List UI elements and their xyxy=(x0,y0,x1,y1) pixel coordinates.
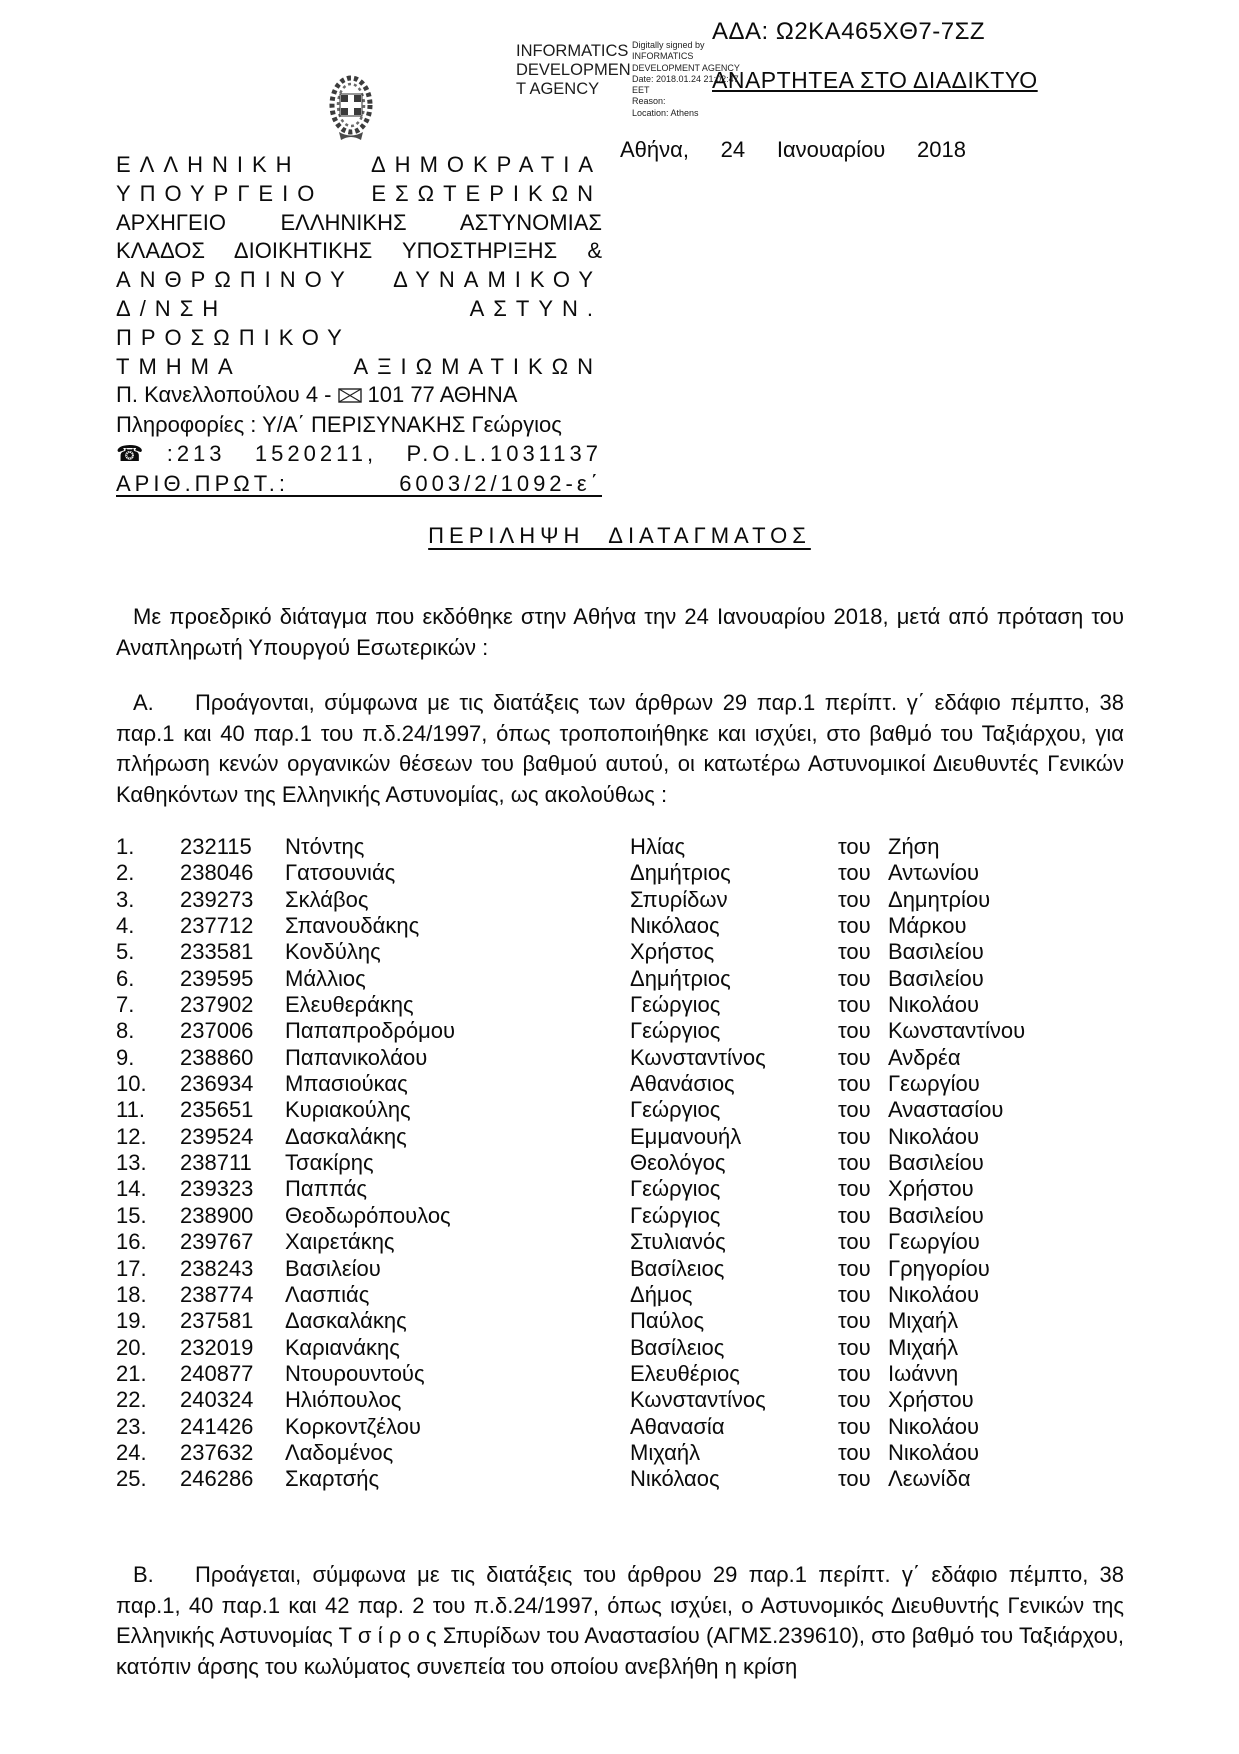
row-tou: του xyxy=(838,1097,871,1123)
row-number: 23. xyxy=(116,1413,147,1439)
row-surname: Χαιρετάκης xyxy=(285,1229,395,1255)
row-number: 21. xyxy=(116,1360,147,1386)
promotion-row xyxy=(116,1440,1126,1466)
row-firstname: Στυλιανός xyxy=(630,1229,726,1255)
row-surname: Κονδύλης xyxy=(285,939,381,965)
signature-agency-name xyxy=(516,42,634,99)
row-surname: Σκλάβος xyxy=(285,886,369,912)
promotion-row xyxy=(116,1124,1126,1150)
row-surname: Θεοδωρόπουλος xyxy=(285,1202,451,1228)
row-firstname: Κωνσταντίνος xyxy=(630,1044,766,1070)
row-number: 14. xyxy=(116,1176,147,1202)
row-firstname: Παύλος xyxy=(630,1308,705,1334)
promotion-row xyxy=(116,1308,1126,1334)
row-tou: του xyxy=(838,913,871,939)
row-agms: 239595 xyxy=(180,965,254,991)
row-surname: Τσακίρης xyxy=(285,1150,374,1176)
row-fathername: Βασιλείου xyxy=(888,965,984,991)
row-surname: Παππάς xyxy=(285,1176,367,1202)
row-number: 10. xyxy=(116,1071,147,1097)
promotion-row xyxy=(116,1045,1126,1071)
row-surname: Λαδομένος xyxy=(285,1439,394,1465)
row-number: 16. xyxy=(116,1229,147,1255)
letterhead-ministry: ΥΠΟΥΡΓΕΙΟ ΕΣΩΤΕΡΙΚΩΝ xyxy=(116,180,602,206)
row-agms: 246286 xyxy=(180,1466,254,1492)
row-agms: 236934 xyxy=(180,1071,254,1097)
row-firstname: Γεώργιος xyxy=(630,1097,721,1123)
row-number: 11. xyxy=(116,1097,145,1123)
row-tou: του xyxy=(838,1281,871,1307)
row-fathername: Χρήστου xyxy=(888,1176,974,1202)
row-tou: του xyxy=(838,1439,871,1465)
row-firstname: Δημήτριος xyxy=(630,860,731,886)
row-fathername: Λεωνίδα xyxy=(888,1466,971,1492)
row-tou: του xyxy=(838,1044,871,1070)
row-number: 1. xyxy=(116,834,135,859)
letterhead xyxy=(116,151,602,499)
row-fathername: Ανδρέα xyxy=(888,1044,961,1070)
row-tou: του xyxy=(838,1202,871,1228)
row-fathername: Γεωργίου xyxy=(888,1229,980,1255)
promotion-row xyxy=(116,860,1126,886)
row-number: 7. xyxy=(116,992,135,1018)
row-tou: του xyxy=(838,965,871,991)
row-agms: 237902 xyxy=(180,992,254,1018)
promotion-row xyxy=(116,1414,1126,1440)
promotion-row xyxy=(116,1176,1126,1202)
row-surname: Ντόντης xyxy=(285,834,365,859)
row-fathername: Μιχαήλ xyxy=(888,1334,959,1360)
letterhead-hr: ΑΝΘΡΩΠΙΝΟΥ ΔΥΝΑΜΙΚΟΥ xyxy=(116,267,602,293)
signature-agency-line: INFORMATICS xyxy=(516,42,629,60)
row-agms: 237581 xyxy=(180,1308,254,1334)
section-b-paragraph xyxy=(116,1560,1124,1682)
row-tou: του xyxy=(838,1360,871,1386)
row-firstname: Δημήτριος xyxy=(630,965,731,991)
row-number: 6. xyxy=(116,965,135,991)
row-tou: του xyxy=(838,1255,871,1281)
row-fathername: Χρήστου xyxy=(888,1387,974,1413)
row-agms: 237632 xyxy=(180,1439,254,1465)
promotion-row xyxy=(116,1071,1126,1097)
row-firstname: Γεώργιος xyxy=(630,1202,721,1228)
row-surname: Σπανουδάκης xyxy=(285,913,420,939)
signature-agency-line: DEVELOPMEN xyxy=(516,61,631,79)
row-surname: Βασιλείου xyxy=(285,1255,381,1281)
row-firstname: Εμμανουήλ xyxy=(630,1123,742,1149)
row-firstname: Χρήστος xyxy=(630,939,715,965)
letterhead-address xyxy=(116,381,602,411)
row-agms: 237006 xyxy=(180,1018,254,1044)
row-agms: 239273 xyxy=(180,886,254,912)
address-street: Π. Κανελλοπούλου 4 - xyxy=(116,382,332,408)
row-firstname: Γεώργιος xyxy=(630,1176,721,1202)
row-surname: Ελευθεράκης xyxy=(285,992,414,1018)
row-agms: 238711 xyxy=(180,1150,252,1176)
row-number: 19. xyxy=(116,1308,147,1334)
row-number: 17. xyxy=(116,1255,147,1281)
promotion-list xyxy=(116,834,1126,1493)
row-fathername: Νικολάου xyxy=(888,1413,979,1439)
letterhead-directorate: Δ/ΝΣΗ ΑΣΤΥΝ. ΠΡΟΣΩΠΙΚΟΥ xyxy=(116,295,602,350)
phone-icon: ☎ xyxy=(116,441,167,467)
signature-detail-line: Digitally signed by xyxy=(632,40,705,50)
row-tou: του xyxy=(838,1018,871,1044)
row-surname: Δασκαλάκης xyxy=(285,1308,407,1334)
row-surname: Ηλιόπουλος xyxy=(285,1387,402,1413)
promotion-row xyxy=(116,939,1126,965)
row-fathername: Γρηγορίου xyxy=(888,1255,990,1281)
row-firstname: Αθανάσιος xyxy=(630,1071,735,1097)
signature-detail-line: INFORMATICS xyxy=(632,51,694,62)
row-surname: Μπασιούκας xyxy=(285,1071,408,1097)
row-agms: 238243 xyxy=(180,1255,254,1281)
promotion-row xyxy=(116,1203,1126,1229)
row-fathername: Ζήση xyxy=(888,834,940,859)
row-number: 20. xyxy=(116,1334,147,1360)
promotion-row xyxy=(116,992,1126,1018)
row-tou: του xyxy=(838,860,871,886)
row-number: 4. xyxy=(116,913,135,939)
row-fathername: Αντωνίου xyxy=(888,860,979,886)
row-number: 3. xyxy=(116,886,135,912)
promotion-row xyxy=(116,1018,1126,1044)
row-tou: του xyxy=(838,1387,871,1413)
promotion-row xyxy=(116,1097,1126,1123)
row-surname: Κυριακούλης xyxy=(285,1097,411,1123)
row-fathername: Δημητρίου xyxy=(888,886,991,912)
dateline-month: Ιανουαρίου xyxy=(776,137,886,162)
greek-coat-of-arms-icon xyxy=(328,74,374,144)
row-fathername: Νικολάου xyxy=(888,1281,979,1307)
row-tou: του xyxy=(838,1334,871,1360)
dateline xyxy=(620,137,966,163)
section-a-label: Α. xyxy=(133,690,154,715)
row-number: 18. xyxy=(116,1281,147,1307)
promotion-row xyxy=(116,966,1126,992)
row-fathername: Βασιλείου xyxy=(888,1202,984,1228)
row-agms: 239323 xyxy=(180,1176,254,1202)
promotion-row xyxy=(116,1466,1126,1492)
row-tou: του xyxy=(838,939,871,965)
row-firstname: Νικόλαος xyxy=(630,913,720,939)
phone-number: :213 1520211, P.O.L.1031137 xyxy=(166,440,602,466)
row-number: 22. xyxy=(116,1387,147,1413)
row-number: 24. xyxy=(116,1439,147,1465)
signature-detail-line: DEVELOPMENT AGENCY xyxy=(632,62,740,73)
row-firstname: Σπυρίδων xyxy=(630,886,728,912)
row-number: 25. xyxy=(116,1466,147,1492)
row-firstname: Αθανασία xyxy=(630,1413,725,1439)
row-firstname: Θεολόγος xyxy=(630,1150,726,1176)
signature-detail-line: EET xyxy=(632,85,650,96)
section-b-text: Προάγεται, σύμφωνα με τις διατάξεις του άρθρου 29 παρ.1 περίπτ. γ΄ εδάφιο πέμπτο, 38 παρ.1, 40 παρ.1 και 42 παρ. 2 του π.δ.24/1997, όπως ισχύει, ο Αστυνομικός Διευθυντής Γενικών της Ελληνικής Αστυνομίας Τ σ ί ρ ο ς Σπυρίδων του Αναστασίου (ΑΓΜΣ.239610), στο βαθμό του Ταξιάρχου, κατόπιν άρσης του κωλύματος συνεπεία του οποίου ανεβλήθη η κρίση xyxy=(116,1562,1124,1679)
promotion-row xyxy=(116,1282,1126,1308)
address-postal: 101 77 ΑΘΗΝΑ xyxy=(367,382,518,408)
row-number: 13. xyxy=(116,1150,147,1176)
promotion-row xyxy=(116,1335,1126,1361)
row-number: 5. xyxy=(116,939,135,965)
row-surname: Παπαπροδρόμου xyxy=(285,1018,456,1044)
row-surname: Καριανάκης xyxy=(285,1334,400,1360)
promotion-row xyxy=(116,913,1126,939)
row-fathername: Κωνσταντίνου xyxy=(888,1018,1026,1044)
row-surname: Κορκοντζέλου xyxy=(285,1413,421,1439)
intro-paragraph: Με προεδρικό διάταγμα που εκδόθηκε στην Αθήνα την 24 Ιανουαρίου 2018, μετά από πρόταση του Αναπληρωτή Υπουργού Εσωτερικών : xyxy=(116,604,1124,660)
letterhead-info: Πληροφορίες : Υ/Α΄ ΠΕΡΙΣΥΝΑΚΗΣ Γεώργιος xyxy=(116,412,562,438)
protocol-number: ΑΡΙΘ.ΠΡΩΤ.: 6003/2/1092-ε΄ xyxy=(116,470,602,496)
row-tou: του xyxy=(838,1308,871,1334)
row-agms: 235651 xyxy=(180,1097,254,1123)
row-firstname: Βασίλειος xyxy=(630,1255,725,1281)
row-surname: Ντουρουντούς xyxy=(285,1360,425,1386)
promotion-row xyxy=(116,1387,1126,1413)
section-a-text: Προάγονται, σύμφωνα με τις διατάξεις των άρθρων 29 παρ.1 περίπτ. γ΄ εδάφιο πέμπτο, 38 παρ.1 και 40 παρ.1 του π.δ.24/1997, όπως τροποποιήθηκε και ισχύει, στο βαθμό του Ταξιάρχου, για πλήρωση κενών οργανικών θέσεων του βαθμού αυτού, οι κατωτέρω Αστυνομικοί Διευθυντές Γενικών Καθηκόντων της Ελληνικής Αστυνομίας, ως ακολούθως : xyxy=(116,690,1124,807)
row-tou: του xyxy=(838,834,871,859)
row-agms: 238900 xyxy=(180,1202,254,1228)
row-firstname: Γεώργιος xyxy=(630,1018,721,1044)
row-fathername: Ιωάννη xyxy=(888,1360,959,1386)
promotion-row xyxy=(116,887,1126,913)
promotion-row xyxy=(116,1361,1126,1387)
row-agms: 238774 xyxy=(180,1281,254,1307)
promotion-row xyxy=(116,1150,1126,1176)
row-fathername: Νικολάου xyxy=(888,992,979,1018)
row-tou: του xyxy=(838,1413,871,1439)
letterhead-branch: ΚΛΑΔΟΣ ΔΙΟΙΚΗΤΙΚΗΣ ΥΠΟΣΤΗΡΙΞΗΣ & xyxy=(116,238,602,264)
row-agms: 232019 xyxy=(180,1334,254,1360)
row-fathername: Βασιλείου xyxy=(888,939,984,965)
dateline-day: 24 xyxy=(720,137,746,162)
dateline-city: Αθήνα, xyxy=(620,137,689,162)
row-firstname: Ελευθέριος xyxy=(630,1360,740,1386)
row-tou: του xyxy=(838,1176,871,1202)
row-firstname: Βασίλειος xyxy=(630,1334,725,1360)
row-fathername: Νικολάου xyxy=(888,1439,979,1465)
ada-code: ΑΔΑ: Ω2ΚΑ465ΧΘ7-7ΣΖ xyxy=(712,18,986,45)
row-tou: του xyxy=(838,1150,871,1176)
letterhead-department: ΤΜΗΜΑ ΑΞΙΩΜΑΤΙΚΩΝ xyxy=(116,353,602,379)
row-firstname: Γεώργιος xyxy=(630,992,721,1018)
row-number: 9. xyxy=(116,1044,135,1070)
letterhead-hq: ΑΡΧΗΓΕΙΟ ΕΛΛΗΝΙΚΗΣ ΑΣΤΥΝΟΜΙΑΣ xyxy=(116,209,602,235)
row-agms: 239767 xyxy=(180,1229,254,1255)
section-b-label: Β. xyxy=(133,1562,154,1587)
document-title: ΠΕΡΙΛΗΨΗ ΔΙΑΤΑΓΜΑΤΟΣ xyxy=(428,523,811,548)
row-tou: του xyxy=(838,1071,871,1097)
row-tou: του xyxy=(838,1466,871,1492)
row-surname: Παπανικολάου xyxy=(285,1044,428,1070)
row-fathername: Μιχαήλ xyxy=(888,1308,959,1334)
row-tou: του xyxy=(838,992,871,1018)
signature-agency-line: T AGENCY xyxy=(516,80,600,98)
web-posting-note: ΑΝΑΡΤΗΤΕΑ ΣΤΟ ΔΙΑΔΙΚΤΥΟ xyxy=(712,67,1038,93)
row-agms: 239524 xyxy=(180,1123,254,1149)
row-surname: Μάλλιος xyxy=(285,965,366,991)
row-surname: Γατσουνιάς xyxy=(285,860,396,886)
letterhead-republic: ΕΛΛΗΝΙΚΗ ΔΗΜΟΚΡΑΤΙΑ xyxy=(116,152,602,177)
row-agms: 232115 xyxy=(180,834,252,859)
row-firstname: Κωνσταντίνος xyxy=(630,1387,766,1413)
row-agms: 241426 xyxy=(180,1413,254,1439)
row-fathername: Νικολάου xyxy=(888,1123,979,1149)
row-firstname: Μιχαήλ xyxy=(630,1439,701,1465)
row-surname: Σκαρτσής xyxy=(285,1466,380,1492)
row-number: 12. xyxy=(116,1123,147,1149)
row-agms: 240877 xyxy=(180,1360,254,1386)
signature-detail-line: Reason: xyxy=(632,96,666,107)
row-fathername: Αναστασίου xyxy=(888,1097,1004,1123)
row-surname: Λασπιάς xyxy=(285,1281,370,1307)
section-a-paragraph xyxy=(116,688,1124,810)
row-surname: Δασκαλάκης xyxy=(285,1123,407,1149)
row-tou: του xyxy=(838,1123,871,1149)
row-agms: 233581 xyxy=(180,939,254,965)
row-firstname: Δήμος xyxy=(630,1281,693,1307)
row-agms: 238860 xyxy=(180,1044,254,1070)
signature-detail-line: Date: 2018.01.24 21:02:47 xyxy=(632,73,739,84)
promotion-row xyxy=(116,1229,1126,1255)
row-firstname: Ηλίας xyxy=(630,834,686,859)
row-tou: του xyxy=(838,886,871,912)
row-number: 2. xyxy=(116,860,135,886)
signature-detail-line: Location: Athens xyxy=(632,107,699,118)
row-agms: 240324 xyxy=(180,1387,254,1413)
row-agms: 238046 xyxy=(180,860,254,886)
row-fathername: Μάρκου xyxy=(888,913,967,939)
promotion-row xyxy=(116,834,1126,860)
row-agms: 237712 xyxy=(180,913,254,939)
promotion-row xyxy=(116,1256,1126,1282)
row-number: 8. xyxy=(116,1018,135,1044)
row-fathername: Βασιλείου xyxy=(888,1150,984,1176)
row-tou: του xyxy=(838,1229,871,1255)
row-number: 15. xyxy=(116,1202,147,1228)
dateline-year: 2018 xyxy=(917,137,966,162)
row-firstname: Νικόλαος xyxy=(630,1466,720,1492)
row-fathername: Γεωργίου xyxy=(888,1071,980,1097)
letterhead-phone xyxy=(116,440,602,470)
envelope-icon xyxy=(338,382,362,411)
